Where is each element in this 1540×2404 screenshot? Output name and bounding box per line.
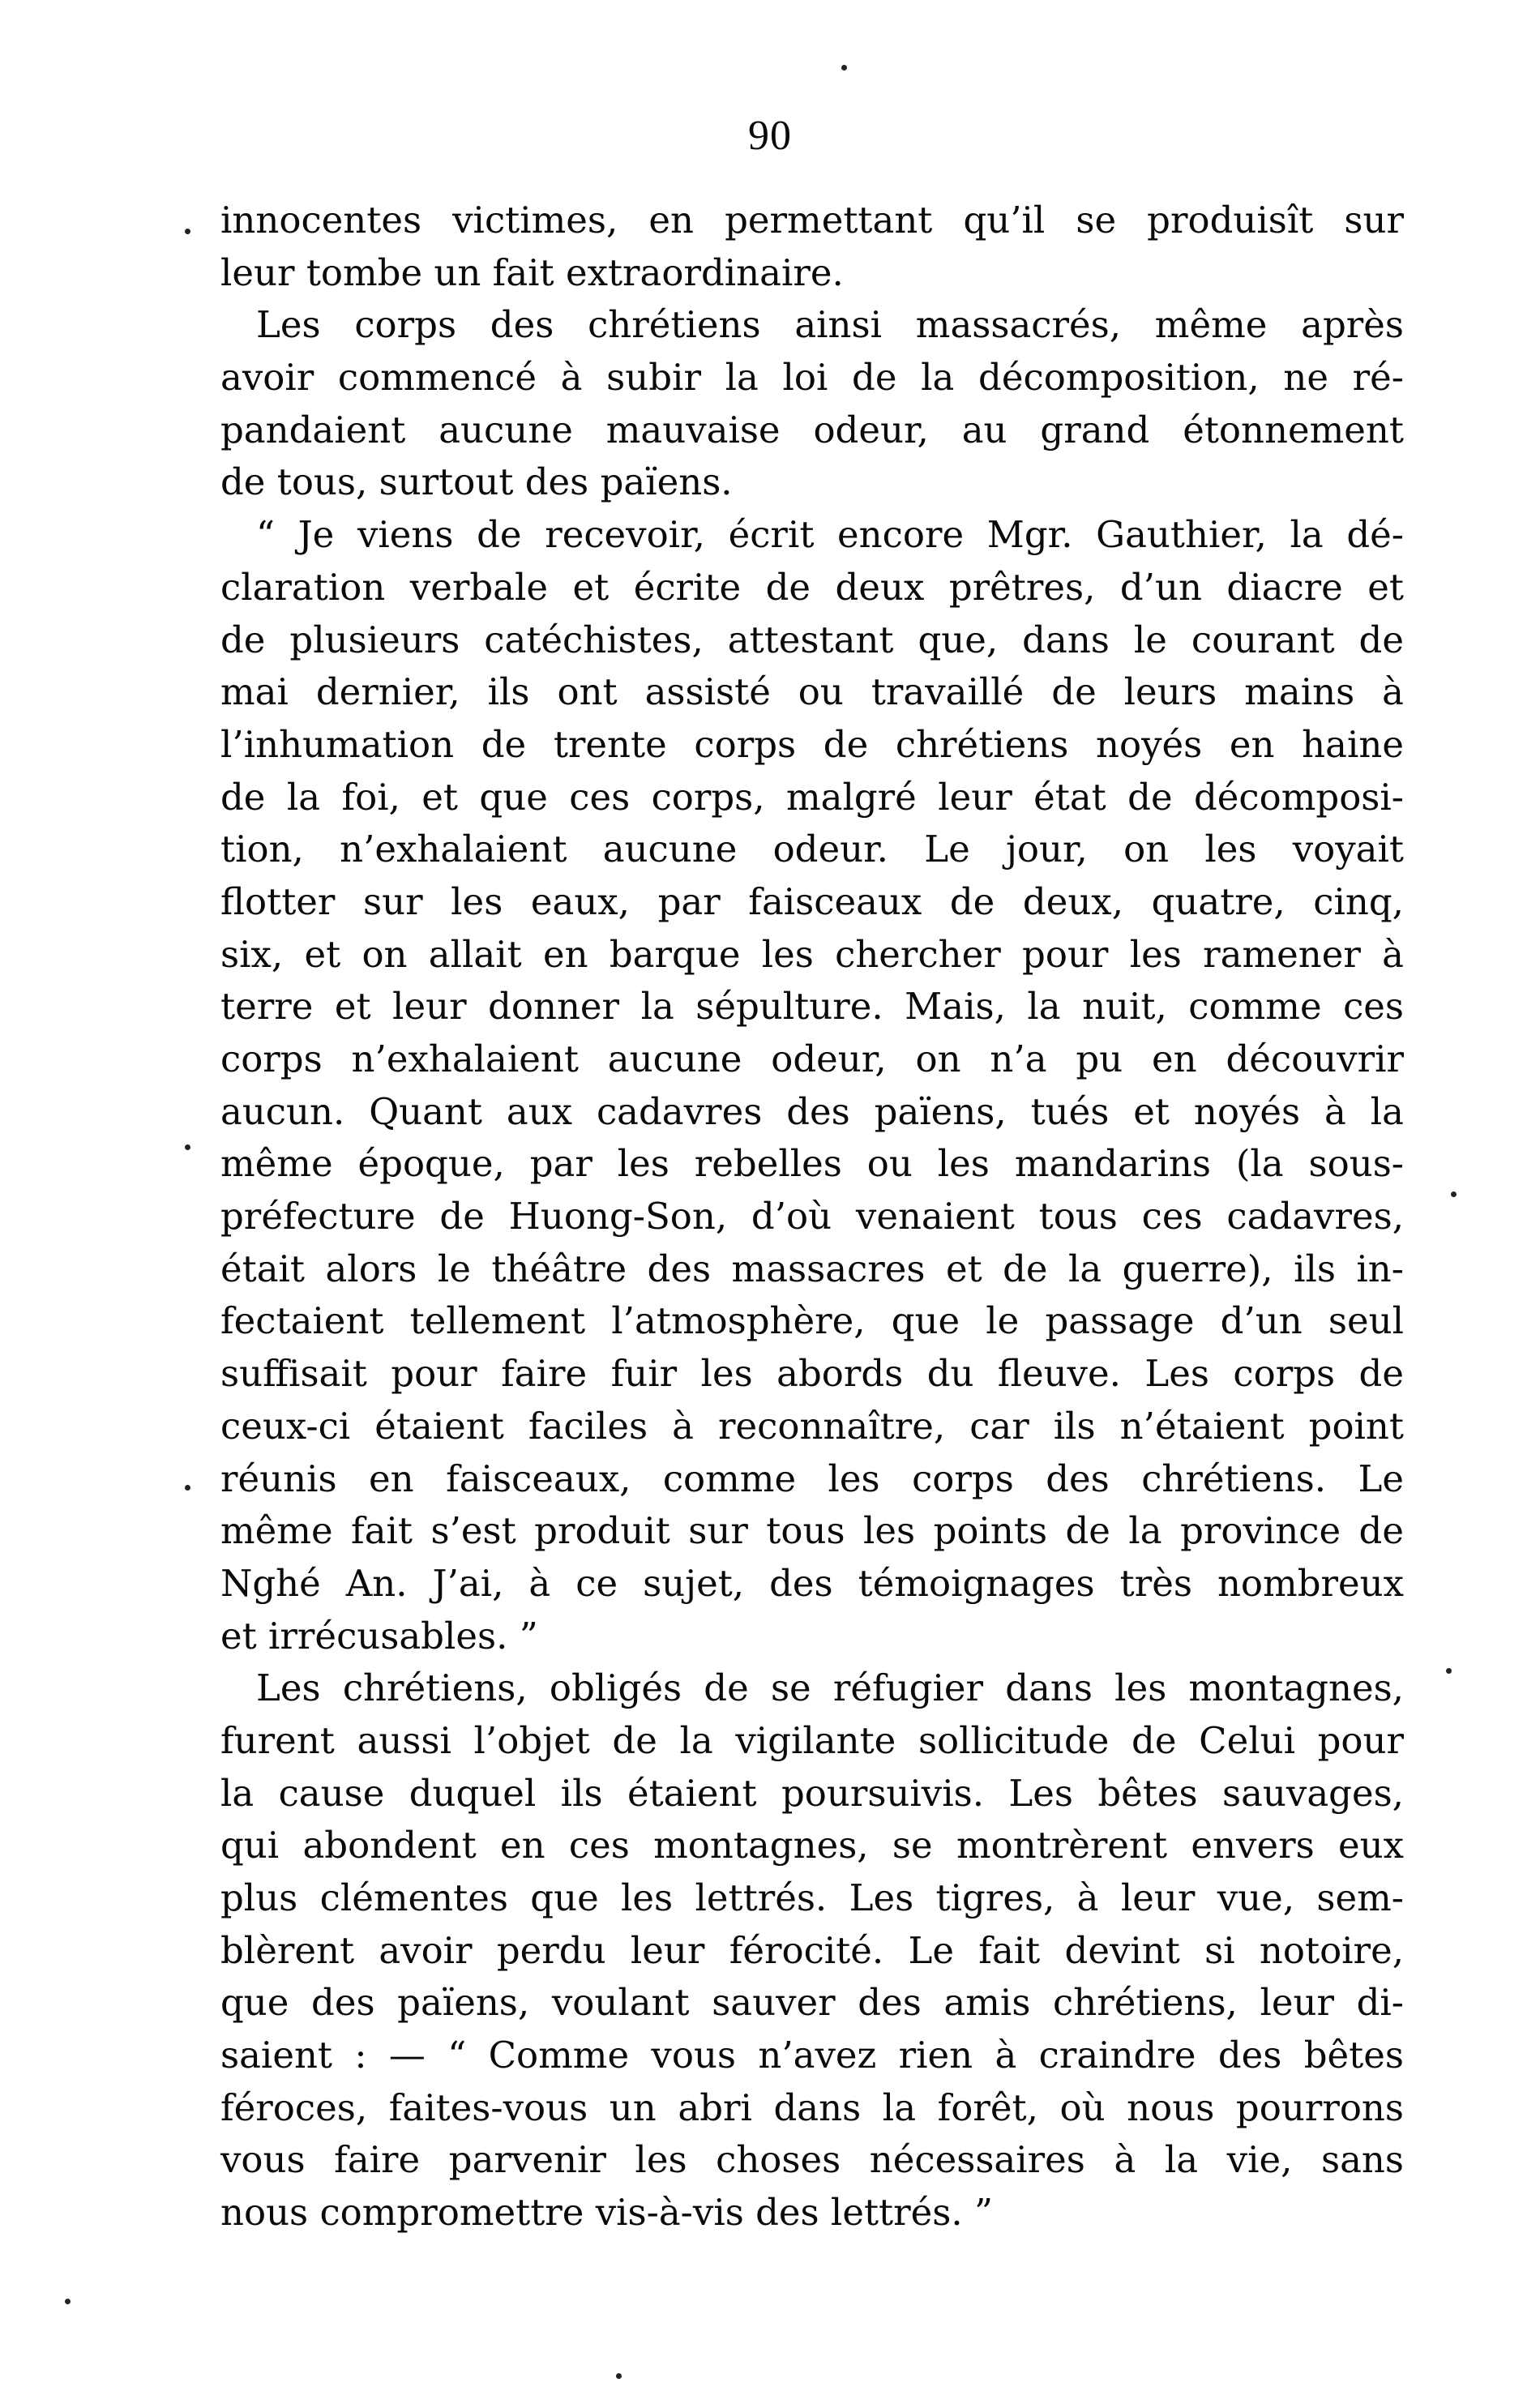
text-line: avoir commencé à subir la loi de la décomposition, ne ré- bbox=[220, 356, 1404, 400]
scan-speck bbox=[1446, 1668, 1452, 1674]
body-text bbox=[220, 195, 1404, 2239]
text-line: plus clémentes que les lettrés. Les tigres, à leur vue, sem- bbox=[220, 1876, 1404, 1919]
text-line: flotter sur les eaux, par faisceaux de deux, quatre, cinq, bbox=[220, 879, 1404, 923]
text-line: leur tombe un fait extraordinaire. bbox=[220, 250, 844, 294]
text-line: l’inhumation de trente corps de chrétiens noyés en haine bbox=[220, 722, 1404, 766]
text-line: réunis en faisceaux, comme les corps des chrétiens. Le bbox=[220, 1457, 1404, 1500]
text-line: Les corps des chrétiens ainsi massacrés, même après bbox=[256, 303, 1404, 347]
text-line: qui abondent en ces montagnes, se montrèrent envers eux bbox=[220, 1824, 1404, 1867]
text-line: vous faire parvenir les choses nécessaires à la vie, sans bbox=[220, 2138, 1404, 2182]
text-line: aucun. Quant aux cadavres des païens, tués et noyés à la bbox=[220, 1089, 1404, 1133]
text-line: blèrent avoir perdu leur férocité. Le fait devint si notoire, bbox=[220, 1928, 1404, 1972]
text-line: que des païens, voulant sauver des amis chrétiens, leur di- bbox=[220, 1981, 1404, 2025]
text-line: six, et on allait en barque les chercher pour les ramener à bbox=[220, 932, 1404, 976]
page-number: 90 bbox=[748, 113, 792, 159]
scan-speck bbox=[185, 1485, 190, 1491]
text-line: tion, n’exhalaient aucune odeur. Le jour, on les voyait bbox=[220, 828, 1404, 871]
text-line: suffisait pour faire fuir les abords du fleuve. Les corps de bbox=[220, 1352, 1404, 1396]
text-line: nous compromettre vis-à-vis des lettrés. ” bbox=[220, 2191, 993, 2235]
text-line: de la foi, et que ces corps, malgré leur état de décomposi- bbox=[220, 775, 1404, 819]
scan-speck bbox=[841, 65, 847, 71]
text-line: féroces, faites-vous un abri dans la forêt, où nous pourrons bbox=[220, 2085, 1404, 2129]
text-line: même époque, par les rebelles ou les mandarins (la sous- bbox=[220, 1142, 1404, 1186]
text-line: Les chrétiens, obligés de se réfugier dans les montagnes, bbox=[256, 1666, 1404, 1710]
text-line: “ Je viens de recevoir, écrit encore Mgr. Gauthier, la dé- bbox=[256, 513, 1404, 557]
text-line: mai dernier, ils ont assisté ou travaillé de leurs mains à bbox=[220, 670, 1404, 714]
text-line: préfecture de Huong-Son, d’où venaient tous ces cadavres, bbox=[220, 1195, 1404, 1238]
text-line: ceux-ci étaient faciles à reconnaître, car ils n’étaient point bbox=[220, 1404, 1404, 1448]
text-line: Nghé An. J’ai, à ce sujet, des témoignages très nombreux bbox=[220, 1561, 1404, 1605]
text-line: la cause duquel ils étaient poursuivis. Les bêtes sauvages, bbox=[220, 1771, 1404, 1815]
text-line: saient : — “ Comme vous n’avez rien à craindre des bêtes bbox=[220, 2034, 1404, 2077]
text-line: corps n’exhalaient aucune odeur, on n’a pu en découvrir bbox=[220, 1037, 1404, 1080]
text-line: fectaient tellement l’atmosphère, que le passage d’un seul bbox=[220, 1299, 1404, 1343]
text-line: et irrécusables. ” bbox=[220, 1614, 538, 1658]
scan-speck bbox=[185, 1144, 190, 1150]
text-line: terre et leur donner la sépulture. Mais, la nuit, comme ces bbox=[220, 985, 1404, 1029]
text-line: de plusieurs catéchistes, attestant que, dans le courant de bbox=[220, 618, 1404, 661]
scan-speck bbox=[1451, 1191, 1457, 1197]
text-line: de tous, surtout des païens. bbox=[220, 460, 733, 504]
text-line: même fait s’est produit sur tous les points de la province de bbox=[220, 1509, 1404, 1553]
scan-speck bbox=[616, 2373, 622, 2379]
scan-speck bbox=[185, 229, 190, 234]
text-line: furent aussi l’objet de la vigilante sollicitude de Celui pour bbox=[220, 1718, 1404, 1762]
text-line: claration verbale et écrite de deux prêtres, d’un diacre et bbox=[220, 565, 1404, 609]
scan-speck bbox=[65, 2299, 71, 2304]
text-line: était alors le théâtre des massacres et de la guerre), ils in- bbox=[220, 1247, 1404, 1290]
text-line: innocentes victimes, en permettant qu’il se produisît sur bbox=[220, 199, 1404, 242]
text-line: pandaient aucune mauvaise odeur, au grand étonnement bbox=[220, 408, 1404, 451]
